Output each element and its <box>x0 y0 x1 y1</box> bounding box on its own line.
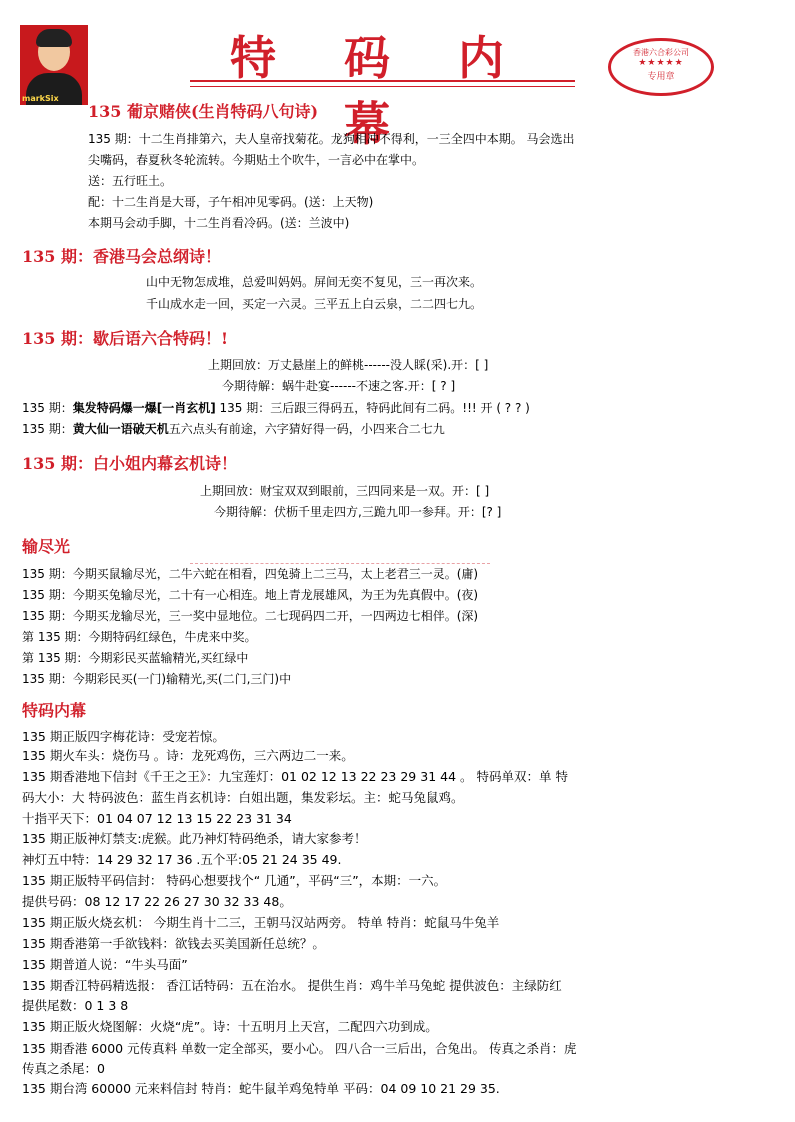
text-line: 135 期香港地下信封《千王之王》：九宝莲灯：01 02 12 13 22 23 29 31 44 。 特码单双：单 特 <box>22 769 568 784</box>
text-line: 第 135 期：今期彩民买蓝输精光,买红绿中 <box>22 651 249 665</box>
text-line: 本期马会动手脚，十二生肖看冷码。(送：兰波中) <box>88 216 350 230</box>
text-line: 135 期正版神灯禁支:虎猴。此乃神灯特码绝杀，请大家参考！ <box>22 831 367 846</box>
avatar-hair <box>36 29 72 47</box>
text-line: 千山成水走一回，买定一六灵。三平五上白云泉，二二四七九。 <box>146 297 483 311</box>
row-prefix: 135 期： <box>22 422 73 436</box>
row-bold: 集发特码爆一爆[一肖玄机] <box>72 401 216 415</box>
text-line: 135 期：今期彩民买(一门)输精光,买(二门,三门)中 <box>22 672 292 686</box>
text-line: 135 期香港第一手欲钱料：欲钱去买美国新任总统？。 <box>22 936 325 951</box>
text-line: 135 期：今期买龙输尽光，三一奖中显地位。二七现码四二开，一四两边七相伴。(深) <box>22 609 479 623</box>
stamp-stars: ★★★★★ <box>638 58 684 68</box>
title-rule-thin <box>190 86 575 87</box>
text-line: 尖嘴码，春夏秋冬轮流转。今期贴土个吹牛，一言必中在掌中。 <box>88 153 425 167</box>
row-rest: 五六点头有前途，六字猜好得一码，小四来合二七九 <box>168 422 445 436</box>
text-line: 神灯五中特：14 29 32 17 36 .五个平:05 21 24 35 49. <box>22 852 342 867</box>
text-line: 135 期正版特平码信封： 特码心想要找个“ 几通”，平码“三”，本期：一六。 <box>22 873 447 888</box>
text-line: 135 期香江特码精选报： 香江话特码：五在治水。 提供生肖：鸡牛羊马兔蛇 提供波色：主绿防红 <box>22 978 562 993</box>
text-line: 第 135 期：今期特码红绿色，牛虎来中奖。 <box>22 630 257 644</box>
avatar-mark: markSix <box>22 94 59 103</box>
text-line: 今期待解：蜗牛赴宴------不速之客.开：[ ? ] <box>222 379 456 393</box>
text-line: 今期待解：伏枥千里走四方,三跪九叩一参拜。开：[? ] <box>214 505 502 519</box>
text-line: 135 期香港 6000 元传真料 单数一定全部买，要小心。 四八合一三后出，合兔出。 传真之杀肖：虎 <box>22 1041 577 1056</box>
text-line: 码大小：大 特码波色：蓝生肖玄机诗：白姐出题，集发彩坛。主：蛇马兔鼠鸡。 <box>22 790 464 805</box>
section-heading-2: 135 期：香港马会总纲诗！ <box>22 247 221 266</box>
stamp-line1: 香港六合彩公司 <box>633 48 689 57</box>
text-line: 135 期：今期买鼠输尽光，二牛六蛇在相看，四兔骑上二三马，太上老君三一灵。(庸) <box>22 567 479 581</box>
text-line: 提供尾数：0 1 3 8 <box>22 998 129 1013</box>
text-line: 传真之杀尾：0 <box>22 1061 105 1076</box>
divider <box>190 563 490 564</box>
text-line: 提供号码：08 12 17 22 26 27 30 32 33 48。 <box>22 894 292 909</box>
text-line: 135 期正版火烧玄机： 今期生肖十二三，王朝马汉站两旁。 特单 特肖：蛇鼠马牛兔羊 <box>22 915 500 930</box>
title-rule <box>190 80 575 82</box>
section-heading-1: 135 葡京赌侠(生肖特码八句诗) <box>88 102 319 121</box>
text-line: 十指平天下：01 04 07 12 13 15 22 23 31 34 <box>22 811 292 826</box>
avatar <box>20 25 88 105</box>
section-heading-4: 135 期：白小姐内幕玄机诗！ <box>22 454 237 473</box>
text-line: 135 期台湾 60000 元来料信封 特肖：蛇牛鼠羊鸡兔特单 平码：04 09 10 21 29 35. <box>22 1081 500 1096</box>
text-line: 上期回放：万丈悬崖上的鲜桃------没人睬(采).开：[ ] <box>208 358 489 372</box>
text-line: 山中无物怎成堆，总爱叫妈妈。屏间无奕不复见，三一再次来。 <box>146 275 483 289</box>
text-line: 上期回放：财宝双双到眼前，三四同来是一双。开：[ ] <box>200 484 490 498</box>
row-bold: 黄大仙一语破天机 <box>72 422 169 436</box>
text-line: 配：十二生肖是大哥，子午相冲见零码。(送：上天物) <box>88 195 374 209</box>
text-line: 135 期正版火烧图解：火烧“虎”。诗：十五明月上天宫，二配四六功到成。 <box>22 1019 438 1034</box>
text-line: 135 期：今期买兔输尽光，二十有一心相连。地上青龙展雄风，为王为先真假中。(夜) <box>22 588 479 602</box>
text-line: 135 期火车头：烧伤马 。诗：龙死鸡伤，三六两边二一来。 <box>22 748 354 763</box>
text-line <box>22 400 530 416</box>
section-heading-5: 输尽光 <box>22 537 71 556</box>
section-heading-6: 特码内幕 <box>22 701 87 720</box>
stamp-seal <box>608 38 714 96</box>
stamp-line3: 专用章 <box>647 72 675 82</box>
row-rest: 135 期：三后跟三得码五，特码此间有二码。!!! 开 ( ? ? ) <box>215 401 530 415</box>
section-heading-3: 135 期：歇后语六合特码！! <box>22 329 228 348</box>
text-line: 135 期正版四字梅花诗：受宠若惊。 <box>22 729 225 744</box>
page-title: 特 码 内 幕 <box>229 31 531 151</box>
text-line: 135 期：十二生肖排第六，夫人皇帝找菊花。龙狗相冲不得利，一三全四中本期。 马会选出 <box>88 132 575 146</box>
text-line: 135 期普道人说：“牛头马面” <box>22 957 188 972</box>
text-line: 送：五行旺土。 <box>88 174 173 188</box>
text-line <box>22 421 445 437</box>
row-prefix: 135 期： <box>22 401 73 415</box>
